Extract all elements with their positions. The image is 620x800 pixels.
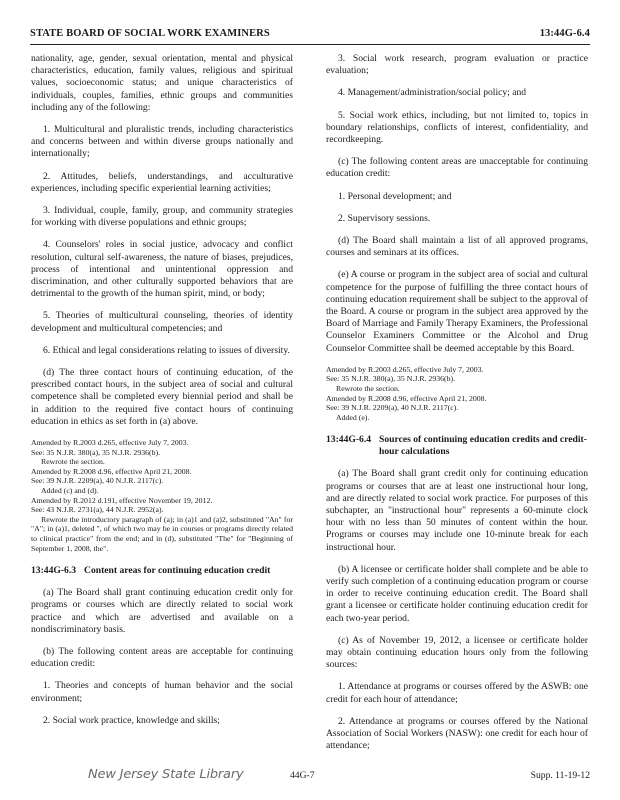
paragraph-d: (d) The Board shall maintain a list of all approved programs, courses and seminars at its offices. <box>326 235 588 259</box>
history-line: Rewrote the section. <box>336 384 400 394</box>
history-line: See: 35 N.J.R. 380(a), 35 N.J.R. 2936(b). <box>31 447 161 457</box>
list-item: 1. Theories and concepts of human behavior and the social environment; <box>31 680 293 704</box>
page-footer <box>0 767 620 786</box>
history-note <box>326 365 588 423</box>
paragraph-e: (e) A course or program in the subject area of social and cultural competence for the purpose of fulfilling the three contact hours of continuing education requirement shall be subject to the approval of the Board. A course or program in the subject area approved by the Board of Marriage and Family Therapy Examiners, the Professional Counselor Examiners Committee or the Alcohol and Drug Counselor Committee shall be deemed acceptable by this Board. <box>326 269 588 354</box>
paragraph-a: (a) The Board shall grant credit only for continuing education programs or courses that are at least one instructional hour long, and are directly related to social work practice. For purposes of this subchapter, an "instructional hour" represents a 60-minute clock hour with no less than 50 minutes of content within the hour. Programs or courses may include one 10-minute break for each instructional hour. <box>326 468 588 553</box>
history-note <box>31 438 293 553</box>
history-line: See: 39 N.J.R. 2209(a), 40 N.J.R. 2117(c). <box>326 403 459 413</box>
history-line: See: 35 N.J.R. 380(a), 35 N.J.R. 2936(b). <box>326 374 456 384</box>
list-item: 5. Social work ethics, including, but not limited to, topics in boundary relationships, conflicts of interest, confidentiality, and recordkeeping. <box>326 109 588 146</box>
list-item: 2. Attitudes, beliefs, understandings, and acculturative experiences, including specific experiential learning activities; <box>31 170 293 194</box>
history-line: Added (c) and (d). <box>41 486 99 496</box>
page-number: 44G-7 <box>290 770 315 781</box>
section-number: 13:44G-6.4 <box>326 434 372 446</box>
section-number: 13:44G-6.3 <box>31 565 77 577</box>
paragraph-b: (b) A licensee or certificate holder shall complete and be able to verify such completion of a continuing education program or course in order to receive continuing education credit. The Board shall grant a licensee or certificate holder continuing education credit for each two-year period. <box>326 563 588 624</box>
list-item: 1. Personal development; and <box>338 190 452 202</box>
list-item: 6. Ethical and legal considerations relating to issues of diversity. <box>43 344 290 356</box>
history-line: Amended by R.2008 d.96, effective April 21, 2008. <box>326 393 487 403</box>
list-item: 4. Management/administration/social policy; and <box>338 87 527 99</box>
history-line: Amended by R.2003 d.265, effective July 7, 2003. <box>326 364 484 374</box>
history-line: Amended by R.2008 d.96, effective April 21, 2008. <box>31 466 192 476</box>
paragraph-a: (a) The Board shall grant continuing education credit only for programs or courses which are directly related to social work practice and which are advertised and available on a nondiscriminatory basis. <box>31 587 293 635</box>
paragraph-c: (c) The following content areas are unacceptable for continuing education credit: <box>326 156 588 180</box>
running-header <box>30 28 590 42</box>
list-item: 1. Attendance at programs or courses offered by the ASWB: one credit for each hour of attendance; <box>326 681 588 705</box>
list-item: 4. Counselors' roles in social justice, advocacy and conflict resolution, cultural self-awareness, the nature of biases, prejudices, process of intentional and unintentional oppression and discrimination, and other culturally supported behaviors that are detrimental to the growth of the human spirit, mind, or body; <box>31 239 293 300</box>
section-title: Content areas for continuing education credit <box>84 565 271 577</box>
list-item: 2. Social work practice, knowledge and skills; <box>43 714 220 726</box>
section-title: Sources of continuing education credits and credit-hour calculations <box>379 434 587 458</box>
right-column <box>326 53 588 762</box>
paragraph-intro: nationality, age, gender, sexual orientation, mental and physical characteristics, education, family values, religious and spiritual values, socioeconomic status; and unique characteristics of individuals, couples, families, ethnic groups and communities including any of the following: <box>31 53 293 113</box>
section-heading <box>31 565 293 577</box>
history-line: Rewrote the section. <box>41 457 105 467</box>
history-line: Amended by R.2012 d.191, effective November 19, 2012. <box>31 495 213 505</box>
list-item: 1. Multicultural and pluralistic trends, including characteristics and concerns between and within diverse groups nationally and internationally; <box>31 124 293 160</box>
list-item: 2. Attendance at programs or courses offered by the National Association of Social Workers (NASW): one credit for each hour of attendance; <box>326 715 588 752</box>
paragraph-c: (c) As of November 19, 2012, a licensee or certificate holder may obtain continuing education hours only from the following sources: <box>326 634 588 671</box>
list-item: 3. Social work research, program evaluation or practice evaluation; <box>326 53 588 77</box>
left-column <box>31 53 293 737</box>
list-item: 2. Supervisory sessions. <box>338 212 431 224</box>
header-rule <box>30 44 590 45</box>
header-section-number: 13:44G-6.4 <box>539 28 590 39</box>
paragraph-b: (b) The following content areas are acceptable for continuing education credit: <box>31 646 293 670</box>
paragraph-d: (d) The three contact hours of continuing education, of the prescribed contact hours, in the subject area of social and cultural competence shall be completed every biennial period and shall be in addition to the required five contact hours of continuing education in ethics as set forth in (a) above. <box>31 367 293 427</box>
history-line: See: 39 N.J.R. 2209(a), 40 N.J.R. 2117(c). <box>31 476 164 486</box>
header-agency-title: STATE BOARD OF SOCIAL WORK EXAMINERS <box>30 28 270 39</box>
history-line: Added (e). <box>336 412 370 422</box>
supplement-date: Supp. 11-19-12 <box>530 770 590 781</box>
list-item: 3. Individual, couple, family, group, and community strategies for working with diverse populations and ethnic groups; <box>31 205 293 229</box>
library-watermark-logo: New Jersey State Library <box>88 767 244 782</box>
section-heading <box>326 434 588 458</box>
history-line: Rewrote the introductory paragraph of (a); in (a)1 and (a)2, substituted "An" for "A"; in (a)1, deleted ", of which two may be in courses or programs directly related to clinical practice" from the end; and in (d), substituted "The" for "Beginning of September 1, 2008, the". <box>31 514 293 553</box>
list-item: 5. Theories of multicultural counseling, theories of identity development and multicultural competencies; and <box>31 310 293 334</box>
history-line: See: 43 N.J.R. 2731(a), 44 N.J.R. 2952(a). <box>31 505 164 515</box>
history-line: Amended by R.2003 d.265, effective July 7, 2003. <box>31 438 189 448</box>
